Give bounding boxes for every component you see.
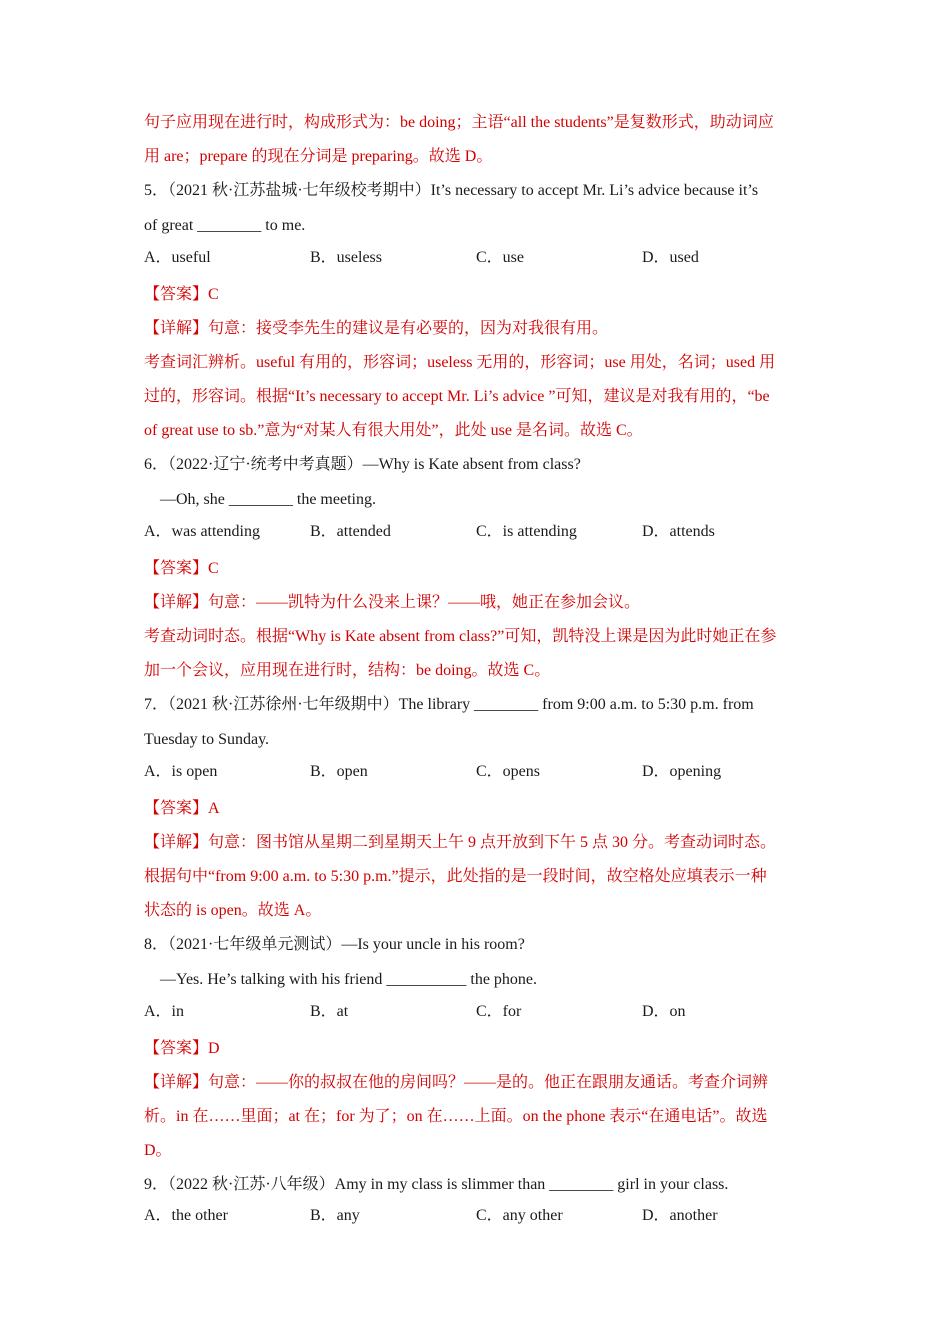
- q7-options: [144, 758, 814, 786]
- q6-explanation: 加一个会议，应用现在进行时，结构：be doing。故选 C。: [144, 662, 551, 679]
- option-a: A．was attending: [144, 523, 260, 540]
- option-c: C．use: [476, 249, 525, 266]
- option-d: D．on: [642, 1003, 686, 1020]
- q5-explanation: 【详解】句意：接受李先生的建议是有必要的，因为对我很有用。: [144, 320, 609, 337]
- q7-explanation: 状态的 is open。故选 A。: [144, 902, 322, 919]
- q5-answer: 【答案】C: [144, 286, 219, 303]
- option-b: B．at: [310, 1003, 349, 1020]
- option-b: B．useless: [310, 249, 383, 266]
- option-c: C．any other: [476, 1207, 563, 1224]
- option-d: D．used: [642, 249, 699, 266]
- q6-explanation: 考查动词时态。根据“Why is Kate absent from class?”可知，凯特没上课是因为此时她正在参: [144, 628, 777, 645]
- option-c: C．opens: [476, 763, 541, 780]
- q9-options: [144, 1202, 814, 1230]
- option-a: A．the other: [144, 1207, 228, 1224]
- q8-options: [144, 998, 814, 1026]
- q8-explanation: 析。in 在……里面；at 在；for 为了；on 在……上面。on the phone 表示“在通电话”。故选: [144, 1108, 768, 1125]
- q5-stem: 5．（2021 秋·江苏盐城·七年级校考期中）It’s necessary to accept Mr. Li’s advice because it’s: [144, 182, 759, 199]
- option-d: D．another: [642, 1207, 718, 1224]
- explanation-line: 句子应用现在进行时，构成形式为：be doing；主语“all the students”是复数形式，助动词应: [144, 114, 774, 131]
- q5-explanation: of great use to sb.”意为“对某人有很大用处”，此处 use 是名词。故选 C。: [144, 422, 643, 439]
- q8-answer: 【答案】D: [144, 1040, 220, 1057]
- q6-stem: 6．（2022·辽宁·统考中考真题）—Why is Kate absent from class?: [144, 456, 581, 473]
- option-a: A．is open: [144, 763, 218, 780]
- q7-explanation: 【详解】句意：图书馆从星期二到星期天上午 9 点开放到下午 5 点 30 分。考查动词时态。: [144, 834, 777, 851]
- q7-explanation: 根据句中“from 9:00 a.m. to 5:30 p.m.”提示，此处指的是一段时间，故空格处应填表示一种: [144, 868, 767, 885]
- q6-explanation: 【详解】句意：——凯特为什么没来上课？——哦，她正在参加会议。: [144, 594, 641, 611]
- q8-explanation: D。: [144, 1142, 172, 1159]
- option-d: D．opening: [642, 763, 722, 780]
- explanation-line: 用 are；prepare 的现在分词是 preparing。故选 D。: [144, 148, 493, 165]
- q5-options: [144, 244, 814, 272]
- q8-explanation: 【详解】句意：——你的叔叔在他的房间吗？——是的。他正在跟朋友通话。考查介词辨: [144, 1074, 769, 1091]
- option-a: A．useful: [144, 249, 211, 266]
- q7-stem-continued: Tuesday to Sunday.: [144, 731, 270, 748]
- q5-explanation: 考查词汇辨析。useful 有用的，形容词；useless 无用的，形容词；use 用处，名词；used 用: [144, 354, 776, 371]
- option-b: B．attended: [310, 523, 391, 540]
- q8-stem: 8．（2021·七年级单元测试）—Is your uncle in his room?: [144, 936, 525, 953]
- q5-explanation: 过的，形容词。根据“It’s necessary to accept Mr. Li’s advice ”可知，建议是对我有用的，“be: [144, 388, 770, 405]
- option-b: B．any: [310, 1207, 360, 1224]
- option-c: C．for: [476, 1003, 522, 1020]
- q6-stem-continued: —Oh, she ________ the meeting.: [160, 491, 376, 508]
- q5-stem-continued: of great ________ to me.: [144, 217, 306, 234]
- q6-options: [144, 518, 814, 546]
- option-a: A．in: [144, 1003, 185, 1020]
- option-b: B．open: [310, 763, 368, 780]
- q9-stem: 9．（2022 秋·江苏·八年级）Amy in my class is slimmer than ________ girl in your class.: [144, 1176, 729, 1193]
- option-c: C．is attending: [476, 523, 577, 540]
- q7-answer: 【答案】A: [144, 800, 220, 817]
- q6-answer: 【答案】C: [144, 560, 219, 577]
- document-content: [144, 106, 814, 1236]
- q7-stem: 7．（2021 秋·江苏徐州·七年级期中）The library ________ from 9:00 a.m. to 5:30 p.m. from: [144, 696, 754, 713]
- option-d: D．attends: [642, 523, 715, 540]
- q8-stem-continued: —Yes. He’s talking with his friend __________ the phone.: [160, 971, 538, 988]
